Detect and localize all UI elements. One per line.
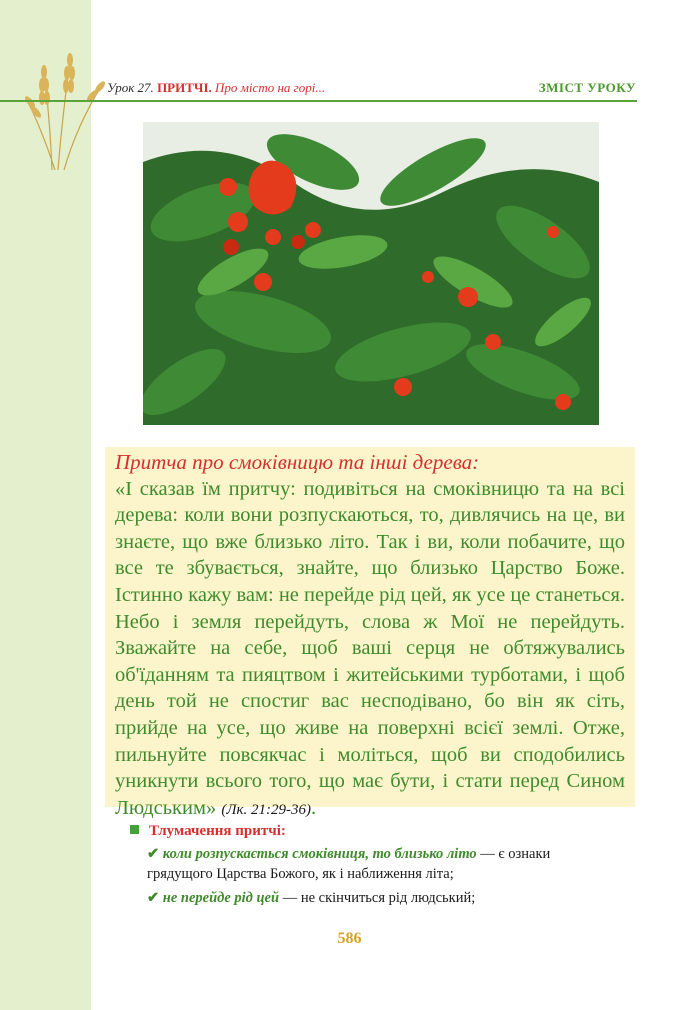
interpretation-item: [130, 844, 640, 884]
quote-end: .: [311, 796, 317, 819]
interpretation-heading-text: Тлумачення притчі:: [149, 823, 286, 839]
square-bullet-icon: [130, 825, 139, 834]
lesson-number: Урок 27.: [107, 80, 154, 95]
page-number: 586: [337, 930, 362, 947]
breadcrumb: [107, 80, 325, 96]
item-term: коли розпускається смоківниця, то близько літо: [162, 846, 477, 862]
lesson-topic: ПРИТЧІ.: [157, 80, 212, 95]
interpretation-heading: [130, 823, 640, 840]
checkmark-icon: ✔: [147, 890, 160, 906]
quote-text: «І сказав їм притчу: подивіться на смоківницю та на всі дерева: коли вони розпускаються, то, дивлячись на це, ви знаєте, що вже близько літо. Так і ви, коли побачите, що все те збувається, знайте, що близько Царство Боже. Істинно кажу вам: не перейде рід цей, як усе це станеться. Небо і земля перейдуть, слова ж Мої не перейдуть. Зважайте на себе, щоб ваші серця не обтяжувались об'їданням та пияцтвом і житейськими турботами, і щоб день той не спостиг вас несподівано, бо він як сіть, прийде на усе, що живе на поверхні всієї землі. Отже, пильнуйте повсякчас і моліться, щоб ви сподобились уникнути всього того, що має бути, і стати перед Сином Людським»: [115, 477, 625, 819]
header-divider: [0, 100, 637, 102]
item-desc: — не скінчиться рід людський;: [279, 890, 476, 906]
parable-quote: [105, 447, 635, 819]
item-desc-continuation: грядущого Царства Божого, як і наближення літа;: [147, 866, 454, 882]
quote-body: [115, 476, 625, 824]
interpretation-item: [130, 888, 640, 908]
contents-link[interactable]: ЗМІСТ УРОКУ: [538, 80, 636, 95]
item-term: не перейде рід цей: [162, 890, 280, 906]
quote-reference: (Лк. 21:29-36): [221, 801, 311, 818]
item-desc: — є ознаки: [476, 846, 551, 862]
lesson-subtitle: Про місто на горі...: [215, 80, 326, 95]
checkmark-icon: ✔: [147, 846, 160, 862]
interpretation-section: [130, 823, 640, 908]
quote-title: Притча про смоківницю та інші дерева:: [115, 450, 480, 474]
pomegranate-flowers-photo: [143, 122, 599, 425]
